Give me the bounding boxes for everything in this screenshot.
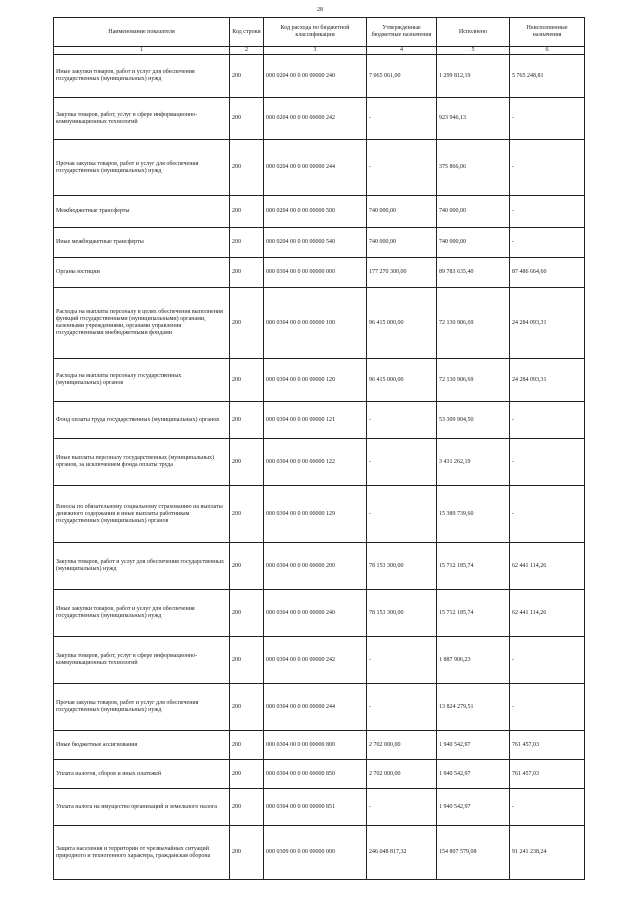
row-name: Иные закупки товаров, работ и услуг для обеспечения государственных (муниципальных) нужд [54, 590, 230, 637]
row-budget-code: 000 0309 00 0 00 00000 000 [264, 826, 367, 880]
row-budget-code: 000 0304 00 0 00 00000 800 [264, 731, 367, 760]
row-approved: 740 000,00 [367, 196, 437, 228]
row-budget-code: 000 0304 00 0 00 00000 120 [264, 359, 367, 402]
row-executed: 15 712 185,74 [437, 590, 510, 637]
row-executed: 740 000,00 [437, 196, 510, 228]
row-approved: - [367, 789, 437, 826]
row-line-code: 200 [230, 637, 264, 684]
row-unexecuted: 24 284 093,31 [510, 288, 585, 359]
row-executed: 53 309 904,50 [437, 402, 510, 439]
row-executed: 375 866,06 [437, 140, 510, 196]
row-name: Иные бюджетные ассигнования [54, 731, 230, 760]
row-executed: 1 940 542,97 [437, 731, 510, 760]
row-unexecuted: - [510, 684, 585, 731]
row-line-code: 200 [230, 760, 264, 789]
column-number: 2 [230, 47, 264, 55]
row-budget-code: 000 0304 00 0 00 00000 122 [264, 439, 367, 486]
row-line-code: 200 [230, 55, 264, 98]
row-line-code: 200 [230, 196, 264, 228]
row-name: Закупка товаров, работ, услуг в сфере информационно-коммуникационных технологий [54, 637, 230, 684]
row-unexecuted: 761 457,03 [510, 760, 585, 789]
row-name: Расходы на выплаты персоналу в целях обеспечения выполнения функций государственными (муниципальными) органами, казенными учреждениями, органами управления государственными внебюджетными фондами [54, 288, 230, 359]
row-line-code: 200 [230, 486, 264, 543]
row-unexecuted: - [510, 196, 585, 228]
row-budget-code: 000 0304 00 0 00 00000 100 [264, 288, 367, 359]
row-executed: 15 712 185,74 [437, 543, 510, 590]
row-name: Закупка товаров, работ, услуг в сфере информационно-коммуникационных технологий [54, 98, 230, 140]
row-approved: 246 048 817,32 [367, 826, 437, 880]
row-line-code: 200 [230, 140, 264, 196]
page-number: 28 [317, 7, 323, 13]
row-executed: 154 807 579,08 [437, 826, 510, 880]
row-unexecuted: - [510, 402, 585, 439]
row-line-code: 200 [230, 826, 264, 880]
row-name: Защита населения и территории от чрезвычайных ситуаций природного и техногенного характера, гражданская оборона [54, 826, 230, 880]
table-row [54, 760, 585, 789]
row-line-code: 200 [230, 789, 264, 826]
header-cell: Неисполненные назначения [510, 18, 585, 47]
row-approved: 78 153 300,00 [367, 590, 437, 637]
header-cell: Код строки [230, 18, 264, 47]
row-executed: 740 000,00 [437, 228, 510, 258]
row-line-code: 200 [230, 684, 264, 731]
row-executed: 89 783 635,40 [437, 258, 510, 288]
table-row [54, 359, 585, 402]
header-cell: Исполнено [437, 18, 510, 47]
row-name: Закупка товаров, работ и услуг для обеспечения государственных (муниципальных) нужд [54, 543, 230, 590]
header-cell: Наименование показателя [54, 18, 230, 47]
row-approved: 96 415 000,00 [367, 359, 437, 402]
row-approved: - [367, 98, 437, 140]
row-line-code: 200 [230, 731, 264, 760]
row-unexecuted: 5 765 248,81 [510, 55, 585, 98]
row-line-code: 200 [230, 439, 264, 486]
row-approved: - [367, 140, 437, 196]
row-line-code: 200 [230, 590, 264, 637]
row-line-code: 200 [230, 258, 264, 288]
column-number: 4 [367, 47, 437, 55]
table-row [54, 684, 585, 731]
column-number: 5 [437, 47, 510, 55]
row-unexecuted: 62 441 114,26 [510, 590, 585, 637]
row-line-code: 200 [230, 359, 264, 402]
row-approved: - [367, 402, 437, 439]
row-executed: 13 824 279,51 [437, 684, 510, 731]
row-budget-code: 000 0304 00 0 00 00000 240 [264, 590, 367, 637]
row-name: Прочая закупка товаров, работ и услуг для обеспечения государственных (муниципальных) нужд [54, 140, 230, 196]
table-row [54, 140, 585, 196]
row-executed: 1 940 542,97 [437, 760, 510, 789]
row-executed: 72 130 906,69 [437, 359, 510, 402]
row-unexecuted: 91 241 238,24 [510, 826, 585, 880]
table-row [54, 637, 585, 684]
row-approved: - [367, 637, 437, 684]
row-unexecuted: - [510, 486, 585, 543]
row-name: Уплата налога на имущество организаций и земельного налога [54, 789, 230, 826]
row-executed: 3 431 262,19 [437, 439, 510, 486]
row-line-code: 200 [230, 543, 264, 590]
table-row [54, 288, 585, 359]
table-row [54, 731, 585, 760]
row-budget-code: 000 0304 00 0 00 00000 850 [264, 760, 367, 789]
column-number-row [54, 47, 585, 55]
row-line-code: 200 [230, 402, 264, 439]
row-unexecuted: - [510, 98, 585, 140]
row-budget-code: 000 0304 00 0 00 00000 129 [264, 486, 367, 543]
row-name: Иные выплаты персоналу государственных (муниципальных) органов, за исключением фонда оплаты труда [54, 439, 230, 486]
row-approved: - [367, 486, 437, 543]
row-line-code: 200 [230, 288, 264, 359]
row-budget-code: 000 0304 00 0 00 00000 851 [264, 789, 367, 826]
row-approved: 177 270 300,00 [367, 258, 437, 288]
row-approved: 96 415 000,00 [367, 288, 437, 359]
row-approved: 2 702 000,00 [367, 760, 437, 789]
row-executed: 1 299 812,19 [437, 55, 510, 98]
row-budget-code: 000 0304 00 0 00 00000 121 [264, 402, 367, 439]
row-unexecuted: 62 441 114,26 [510, 543, 585, 590]
table-row [54, 590, 585, 637]
row-unexecuted: - [510, 228, 585, 258]
row-budget-code: 000 0204 00 0 00 00000 240 [264, 55, 367, 98]
row-budget-code: 000 0304 00 0 00 00000 242 [264, 637, 367, 684]
row-name: Уплата налогов, сборов и иных платежей [54, 760, 230, 789]
header-row [54, 18, 585, 47]
header-cell: Утвержденные бюджетные назначения [367, 18, 437, 47]
row-approved: - [367, 684, 437, 731]
row-budget-code: 000 0304 00 0 00 00000 200 [264, 543, 367, 590]
row-unexecuted: 24 284 093,31 [510, 359, 585, 402]
table-row [54, 789, 585, 826]
table-row [54, 228, 585, 258]
row-name: Межбюджетные трансферты [54, 196, 230, 228]
row-line-code: 200 [230, 228, 264, 258]
row-unexecuted: 761 457,03 [510, 731, 585, 760]
row-budget-code: 000 0304 00 0 00 00000 244 [264, 684, 367, 731]
row-name: Взносы по обязательному социальному страхованию на выплаты денежного содержания и иные выплаты работникам государственных (муниципальных) органов [54, 486, 230, 543]
row-budget-code: 000 0204 00 0 00 00000 242 [264, 98, 367, 140]
table-row [54, 486, 585, 543]
row-name: Органы юстиции [54, 258, 230, 288]
row-executed: 1 887 906,23 [437, 637, 510, 684]
row-unexecuted: - [510, 637, 585, 684]
row-budget-code: 000 0204 00 0 00 00000 244 [264, 140, 367, 196]
row-approved: 7 065 061,00 [367, 55, 437, 98]
row-approved: - [367, 439, 437, 486]
column-number: 6 [510, 47, 585, 55]
row-approved: 740 000,00 [367, 228, 437, 258]
row-name: Фонд оплаты труда государственных (муниципальных) органов [54, 402, 230, 439]
row-budget-code: 000 0304 00 0 00 00000 000 [264, 258, 367, 288]
table-row [54, 258, 585, 288]
row-name: Иные межбюджетные трансферты [54, 228, 230, 258]
table-row [54, 439, 585, 486]
table-row [54, 826, 585, 880]
row-executed: 15 389 739,60 [437, 486, 510, 543]
row-executed: 72 130 906,69 [437, 288, 510, 359]
row-budget-code: 000 0204 00 0 00 00000 500 [264, 196, 367, 228]
table-row [54, 196, 585, 228]
row-line-code: 200 [230, 98, 264, 140]
header-cell: Код расхода по бюджетной классификации [264, 18, 367, 47]
row-executed: 923 946,13 [437, 98, 510, 140]
row-approved: 78 153 300,00 [367, 543, 437, 590]
row-unexecuted: - [510, 140, 585, 196]
column-number: 1 [54, 47, 230, 55]
row-budget-code: 000 0204 00 0 00 00000 540 [264, 228, 367, 258]
row-name: Прочая закупка товаров, работ и услуг для обеспечения государственных (муниципальных) нужд [54, 684, 230, 731]
table-row [54, 543, 585, 590]
row-executed: 1 940 542,97 [437, 789, 510, 826]
column-number: 3 [264, 47, 367, 55]
row-name: Расходы на выплаты персоналу государственных (муниципальных) органов [54, 359, 230, 402]
row-unexecuted: - [510, 789, 585, 826]
table-row [54, 98, 585, 140]
row-approved: 2 702 000,00 [367, 731, 437, 760]
table-row [54, 402, 585, 439]
row-name: Иные закупки товаров, работ и услуг для обеспечения государственных (муниципальных) нужд [54, 55, 230, 98]
row-unexecuted: 87 486 664,60 [510, 258, 585, 288]
table-row [54, 55, 585, 98]
row-unexecuted: - [510, 439, 585, 486]
budget-execution-table [53, 17, 585, 880]
